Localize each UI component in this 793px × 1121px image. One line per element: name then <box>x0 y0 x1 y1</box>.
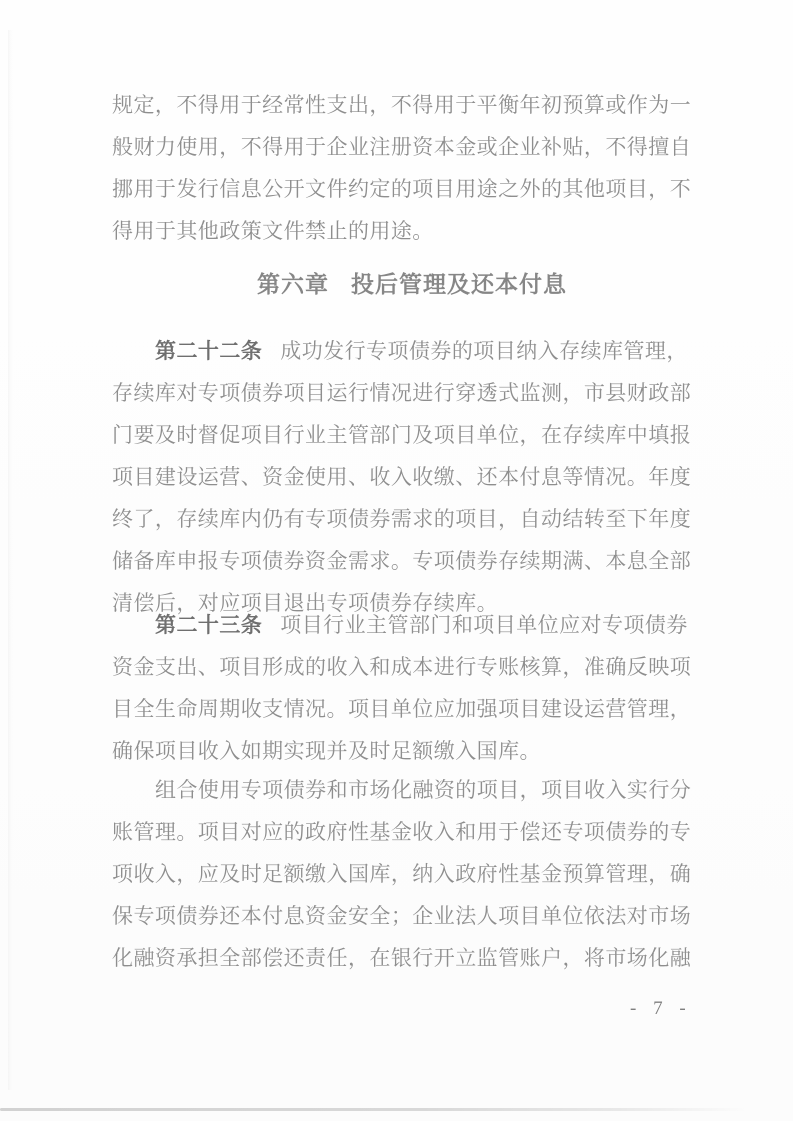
text-line: 储备库申报专项债券资金需求。专项债券存续期满、本息全部 <box>112 549 692 573</box>
text-line: 清偿后，对应项目退出专项债券存续库。 <box>112 591 499 615</box>
page-number: - 7 - <box>630 998 692 1019</box>
chapter-title: 投后管理及还本付息 <box>351 271 567 297</box>
paragraph-article-23 <box>112 604 712 772</box>
paragraph-continuation <box>112 84 712 252</box>
text-line: 项收入，应及时足额缴入国库，纳入政府性基金预算管理，确 <box>112 862 692 886</box>
text-line: 目全生命周期收支情况。项目单位应加强项目建设运营管理， <box>112 697 692 721</box>
paragraph-combined-financing <box>112 769 712 979</box>
article-number: 第二十二条 <box>155 339 263 363</box>
text-line: 组合使用专项债券和市场化融资的项目，项目收入实行分 <box>155 778 692 802</box>
paragraph-article-22 <box>112 330 712 624</box>
paragraph-body-lines <box>112 811 712 979</box>
article-body-lines <box>112 372 712 624</box>
text-line: 规定，不得用于经常性支出，不得用于平衡年初预算或作为一 <box>112 93 692 117</box>
text-line <box>112 330 712 372</box>
article-body-lines <box>112 646 712 772</box>
text-line: 保专项债券还本付息资金安全；企业法人项目单位依法对市场 <box>112 904 692 928</box>
text-line <box>112 604 712 646</box>
article-first-line: 成功发行专项债券的项目纳入存续库管理， <box>280 339 688 363</box>
text-line: 存续库对专项债券项目运行情况进行穿透式监测，市县财政部 <box>112 381 692 405</box>
text-line: 账管理。项目对应的政府性基金收入和用于偿还专项债券的专 <box>112 820 692 844</box>
text-line: 得用于其他政策文件禁止的用途。 <box>112 219 434 243</box>
text-line: 挪用于发行信息公开文件约定的项目用途之外的其他项目，不 <box>112 177 692 201</box>
text-line: 般财力使用，不得用于企业注册资本金或企业补贴，不得擅自 <box>112 135 692 159</box>
chapter-number: 第六章 <box>257 271 329 297</box>
text-line: 终了，存续库内仍有专项债券需求的项目，自动结转至下年度 <box>112 507 692 531</box>
text-line: 资金支出、项目形成的收入和成本进行专账核算，准确反映项 <box>112 655 692 679</box>
text-line: 门要及时督促项目行业主管部门及项目单位，在存续库中填报 <box>112 423 692 447</box>
page-edge-shadow-bottom <box>0 1108 770 1111</box>
text-line: 化融资承担全部偿还责任，在银行开立监管账户，将市场化融 <box>112 946 692 970</box>
page-edge-shadow-left <box>8 30 13 1090</box>
article-number: 第二十三条 <box>155 613 263 637</box>
text-line: 确保项目收入如期实现并及时足额缴入国库。 <box>112 739 541 763</box>
chapter-heading <box>112 263 712 305</box>
article-first-line: 项目行业主管部门和项目单位应对专项债券 <box>280 613 688 637</box>
text-line: 项目建设运营、资金使用、收入收缴、还本付息等情况。年度 <box>112 465 692 489</box>
